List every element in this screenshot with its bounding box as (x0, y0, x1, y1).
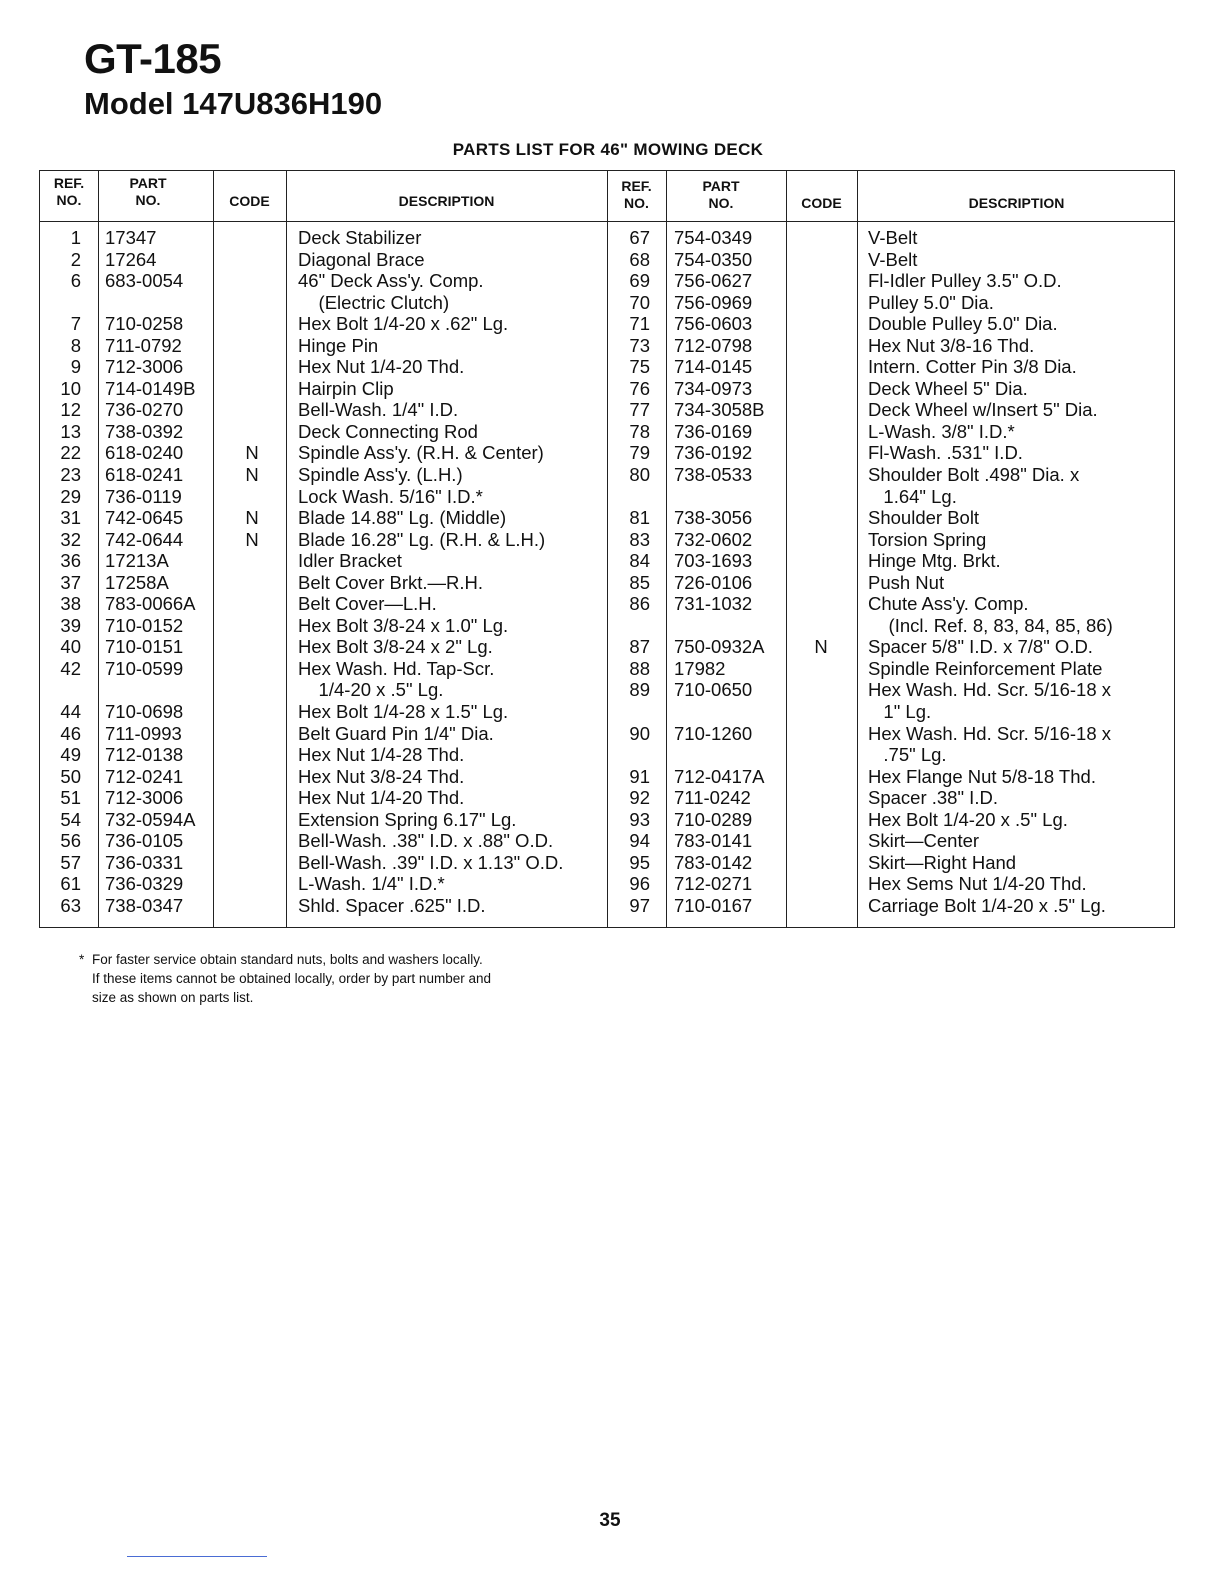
table-row (40, 658, 607, 680)
description-cell: V-Belt (868, 248, 918, 270)
part-number-cell: 683-0054 (105, 270, 184, 292)
footnote-line: If these items cannot be obtained locally, order by part number and (92, 971, 491, 986)
description-cell: Blade 14.88" Lg. (Middle) (298, 507, 507, 529)
footnote (79, 950, 491, 1007)
table-row (40, 378, 607, 400)
part-number-cell: 618-0240 (105, 442, 184, 464)
part-number-cell: 734-3058B (674, 399, 765, 421)
table-row (40, 292, 607, 314)
table-row (40, 636, 607, 658)
table-row (607, 550, 1176, 572)
ref-cell: 93 (629, 808, 650, 830)
description-cell: (Electric Clutch) (298, 291, 450, 313)
table-row (40, 593, 607, 615)
code-cell: N (245, 442, 259, 464)
table-row (40, 787, 607, 809)
table-row (40, 507, 607, 529)
part-number-cell: 756-0627 (674, 270, 753, 292)
table-row (40, 766, 607, 788)
description-cell: Hex Bolt 1/4-20 x .62" Lg. (298, 313, 509, 335)
table-row (40, 227, 607, 249)
description-cell: Fl-Idler Pulley 3.5" O.D. (868, 270, 1062, 292)
table-row (40, 895, 607, 917)
part-number-cell: 618-0241 (105, 464, 184, 486)
table-row (607, 292, 1176, 314)
ref-cell: 91 (629, 765, 650, 787)
table-row (607, 529, 1176, 551)
ref-cell: 2 (70, 248, 81, 270)
table-row (40, 572, 607, 594)
description-cell: Spacer 5/8" I.D. x 7/8" O.D. (868, 636, 1093, 658)
description-cell: Extension Spring 6.17" Lg. (298, 808, 517, 830)
table-row (40, 399, 607, 421)
code-cell: N (245, 528, 259, 550)
part-number-cell: 710-0151 (105, 636, 184, 658)
ref-cell: 36 (60, 550, 81, 572)
table-row (40, 442, 607, 464)
part-number-cell: 711-0242 (674, 787, 751, 809)
description-cell: Fl-Wash. .531" I.D. (868, 442, 1023, 464)
table-row (40, 830, 607, 852)
table-row (40, 356, 607, 378)
part-number-cell: 17982 (674, 657, 726, 679)
part-number-cell: 736-0329 (105, 873, 184, 895)
ref-cell: 13 (60, 420, 81, 442)
table-row (607, 787, 1176, 809)
description-cell: Lock Wash. 5/16" I.D.* (298, 485, 483, 507)
ref-cell: 85 (629, 571, 650, 593)
ref-cell: 77 (629, 399, 650, 421)
description-cell: Shoulder Bolt (868, 507, 980, 529)
description-cell: Hex Nut 3/8-16 Thd. (868, 334, 1035, 356)
table-row (40, 744, 607, 766)
description-cell: Torsion Spring (868, 528, 987, 550)
table-row (607, 249, 1176, 271)
part-number-cell: 731-1032 (674, 593, 753, 615)
ref-cell: 51 (60, 787, 81, 809)
table-row (607, 852, 1176, 874)
description-cell: Bell-Wash. .38" I.D. x .88" O.D. (298, 830, 554, 852)
table-row (607, 744, 1176, 766)
table-row (40, 550, 607, 572)
ref-cell: 32 (60, 528, 81, 550)
page-number: 35 (599, 1510, 621, 1531)
ref-cell: 56 (60, 830, 81, 852)
description-cell: Blade 16.28" Lg. (R.H. & L.H.) (298, 528, 546, 550)
part-number-cell: 754-0349 (674, 227, 753, 248)
part-number-cell: 736-0331 (105, 851, 184, 873)
part-number-cell: 710-0698 (105, 701, 184, 723)
code-cell: N (245, 507, 259, 529)
ref-cell: 67 (629, 227, 650, 248)
table-row (40, 249, 607, 271)
ref-cell: 29 (60, 485, 81, 507)
ref-cell: 70 (629, 291, 650, 313)
ref-cell: 38 (60, 593, 81, 615)
table-row (607, 723, 1176, 745)
section-heading: PARTS LIST FOR 46" MOWING DECK (452, 140, 764, 159)
description-cell: 1.64" Lg. (868, 485, 957, 507)
table-row (40, 464, 607, 486)
table-row (607, 464, 1176, 486)
description-cell: V-Belt (868, 227, 918, 248)
table-row (40, 809, 607, 831)
ref-cell: 50 (60, 765, 81, 787)
description-cell: Pulley 5.0" Dia. (868, 291, 994, 313)
ref-cell: 83 (629, 528, 650, 550)
table-row (40, 701, 607, 723)
description-cell: Deck Wheel w/Insert 5" Dia. (868, 399, 1098, 421)
table-row (607, 636, 1176, 658)
description-cell: Skirt—Right Hand (868, 851, 1017, 873)
table-row (607, 701, 1176, 723)
part-number-cell: 742-0645 (105, 507, 184, 529)
ref-cell: 44 (60, 701, 81, 723)
ref-cell: 22 (60, 442, 81, 464)
code-cell: N (814, 636, 828, 658)
table-row (40, 335, 607, 357)
part-number-cell: 726-0106 (674, 571, 753, 593)
description-cell: Bell-Wash. 1/4" I.D. (298, 399, 459, 421)
table-row (607, 809, 1176, 831)
table-row (40, 486, 607, 508)
header-ref-no: REF. NO. (53, 175, 85, 208)
description-cell: Hex Wash. Hd. Scr. 5/16-18 x (868, 722, 1111, 744)
header-part-no: PART NO. (129, 175, 167, 208)
part-number-cell: 736-0169 (674, 420, 753, 442)
ref-cell: 6 (70, 270, 81, 292)
description-cell: Belt Guard Pin 1/4" Dia. (298, 722, 494, 744)
part-number-cell: 732-0594A (105, 808, 196, 830)
description-cell: Hex Nut 1/4-28 Thd. (298, 744, 465, 766)
part-number-cell: 710-0289 (674, 808, 753, 830)
part-number-cell: 17347 (105, 227, 157, 248)
ref-cell: 76 (629, 377, 650, 399)
table-row (607, 378, 1176, 400)
part-number-cell: 710-0167 (674, 894, 753, 916)
description-cell: (Incl. Ref. 8, 83, 84, 85, 86) (868, 614, 1113, 636)
ref-cell: 31 (60, 507, 81, 529)
description-cell: .75" Lg. (868, 744, 947, 766)
description-cell: Hex Nut 3/8-24 Thd. (298, 765, 465, 787)
table-row (607, 507, 1176, 529)
description-cell: Deck Stabilizer (298, 227, 422, 248)
header-description: DESCRIPTION (968, 195, 1065, 211)
ref-cell: 96 (629, 873, 650, 895)
description-cell: Spindle Reinforcement Plate (868, 657, 1103, 679)
part-number-cell: 783-0066A (105, 593, 196, 615)
header-ref-no: REF. NO. (621, 178, 652, 211)
page-title: GT-185 (84, 35, 222, 82)
table-row (607, 830, 1176, 852)
description-cell: Hex Bolt 3/8-24 x 2" Lg. (298, 636, 493, 658)
part-number-cell: 710-1260 (674, 722, 753, 744)
part-number-cell: 734-0973 (674, 377, 753, 399)
part-number-cell: 738-0392 (105, 420, 184, 442)
ref-cell: 63 (60, 894, 81, 916)
ref-cell: 37 (60, 571, 81, 593)
part-number-cell: 711-0792 (105, 334, 182, 356)
header-description: DESCRIPTION (398, 193, 495, 209)
ref-cell: 81 (629, 507, 650, 529)
ref-cell: 7 (70, 313, 81, 335)
part-number-cell: 738-0347 (105, 894, 184, 916)
description-cell: Skirt—Center (868, 830, 980, 852)
table-row (607, 356, 1176, 378)
ref-cell: 97 (629, 894, 650, 916)
part-number-cell: 756-0969 (674, 291, 753, 313)
ref-cell: 1 (70, 227, 81, 248)
right-rows (607, 227, 1176, 917)
description-cell: Chute Ass'y. Comp. (868, 593, 1029, 615)
footnote-line: size as shown on parts list. (92, 990, 254, 1005)
ref-cell: 92 (629, 787, 650, 809)
table-row (607, 335, 1176, 357)
table-row (40, 270, 607, 292)
description-cell: L-Wash. 1/4" I.D.* (298, 873, 445, 895)
footnote-asterisk: * (79, 952, 85, 967)
ref-cell: 8 (70, 334, 81, 356)
description-cell: Shoulder Bolt .498" Dia. x (868, 464, 1080, 486)
table-row (40, 615, 607, 637)
description-cell: Bell-Wash. .39" I.D. x 1.13" O.D. (298, 851, 564, 873)
part-number-cell: 711-0993 (105, 722, 182, 744)
part-number-cell: 736-0105 (105, 830, 184, 852)
ref-cell: 78 (629, 420, 650, 442)
table-row (607, 873, 1176, 895)
part-number-cell: 712-3006 (105, 356, 184, 378)
part-number-cell: 783-0142 (674, 851, 753, 873)
description-cell: 1" Lg. (868, 701, 932, 723)
description-cell: Hairpin Clip (298, 377, 394, 399)
description-cell: L-Wash. 3/8" I.D.* (868, 420, 1015, 442)
table-row (40, 313, 607, 335)
description-cell: Double Pulley 5.0" Dia. (868, 313, 1058, 335)
part-number-cell: 738-3056 (674, 507, 753, 529)
ref-cell: 49 (60, 744, 81, 766)
table-row (607, 486, 1176, 508)
part-number-cell: 712-0417A (674, 765, 765, 787)
ref-cell: 80 (629, 464, 650, 486)
part-number-cell: 714-0149B (105, 377, 196, 399)
description-cell: Diagonal Brace (298, 248, 425, 270)
table-row (607, 227, 1176, 249)
description-cell: Hex Bolt 1/4-28 x 1.5" Lg. (298, 701, 509, 723)
part-number-cell: 736-0270 (105, 399, 184, 421)
table-row (607, 895, 1176, 917)
table-row (607, 421, 1176, 443)
ref-cell: 84 (629, 550, 650, 572)
description-cell: Hex Sems Nut 1/4-20 Thd. (868, 873, 1087, 895)
part-number-cell: 710-0599 (105, 657, 184, 679)
table-row (40, 723, 607, 745)
part-number-cell: 736-0192 (674, 442, 753, 464)
ref-cell: 75 (629, 356, 650, 378)
part-number-cell: 712-0241 (105, 765, 184, 787)
description-cell: 1/4-20 x .5" Lg. (298, 679, 444, 701)
footnote-line: For faster service obtain standard nuts, bolts and washers locally. (92, 952, 483, 967)
description-cell: Belt Cover Brkt.—R.H. (298, 571, 484, 593)
table-row (607, 399, 1176, 421)
ref-cell: 12 (60, 399, 81, 421)
table-row (40, 679, 607, 701)
table-row (607, 313, 1176, 335)
ref-cell: 10 (60, 377, 81, 399)
part-number-cell: 712-3006 (105, 787, 184, 809)
ref-cell: 71 (629, 313, 650, 335)
description-cell: Idler Bracket (298, 550, 402, 572)
description-cell: Deck Wheel 5" Dia. (868, 377, 1028, 399)
description-cell: Spindle Ass'y. (L.H.) (298, 464, 463, 486)
description-cell: Hinge Pin (298, 334, 379, 356)
table-row (40, 421, 607, 443)
description-cell: Push Nut (868, 571, 945, 593)
header-divider (40, 221, 1174, 222)
description-cell: Hex Wash. Hd. Scr. 5/16-18 x (868, 679, 1111, 701)
ref-cell: 94 (629, 830, 650, 852)
part-number-cell: 750-0932A (674, 636, 765, 658)
table-row (607, 679, 1176, 701)
description-cell: Shld. Spacer .625" I.D. (298, 894, 486, 916)
ref-cell: 86 (629, 593, 650, 615)
model-number: Model 147U836H190 (84, 86, 383, 121)
table-row (40, 852, 607, 874)
description-cell: Intern. Cotter Pin 3/8 Dia. (868, 356, 1077, 378)
description-cell: Deck Connecting Rod (298, 420, 478, 442)
table-row (607, 658, 1176, 680)
scan-mark-line (127, 1556, 267, 1557)
part-number-cell: 17258A (105, 571, 169, 593)
ref-cell: 68 (629, 248, 650, 270)
table-row (607, 593, 1176, 615)
ref-cell: 9 (70, 356, 81, 378)
ref-cell: 40 (60, 636, 81, 658)
header-code: CODE (229, 193, 270, 209)
ref-cell: 61 (60, 873, 81, 895)
ref-cell: 73 (629, 334, 650, 356)
description-cell: Carriage Bolt 1/4-20 x .5" Lg. (868, 894, 1106, 916)
description-cell: Hex Nut 1/4-20 Thd. (298, 787, 465, 809)
ref-cell: 95 (629, 851, 650, 873)
part-number-cell: 710-0152 (105, 614, 184, 636)
table-row (607, 270, 1176, 292)
ref-cell: 87 (629, 636, 650, 658)
parts-table (39, 170, 1175, 928)
part-number-cell: 712-0271 (674, 873, 753, 895)
header-part-no: PART NO. (702, 178, 740, 211)
part-number-cell: 754-0350 (674, 248, 753, 270)
description-cell: Belt Cover—L.H. (298, 593, 437, 615)
part-number-cell: 738-0533 (674, 464, 753, 486)
ref-cell: 54 (60, 808, 81, 830)
description-cell: Hex Wash. Hd. Tap-Scr. (298, 657, 495, 679)
part-number-cell: 742-0644 (105, 528, 184, 550)
part-number-cell: 756-0603 (674, 313, 753, 335)
description-cell: Hinge Mtg. Brkt. (868, 550, 1001, 572)
description-cell: 46" Deck Ass'y. Comp. (298, 270, 484, 292)
part-number-cell: 783-0141 (674, 830, 753, 852)
description-cell: Hex Bolt 3/8-24 x 1.0" Lg. (298, 614, 509, 636)
ref-cell: 57 (60, 851, 81, 873)
ref-cell: 42 (60, 657, 81, 679)
part-number-cell: 17213A (105, 550, 169, 572)
ref-cell: 90 (629, 722, 650, 744)
part-number-cell: 710-0258 (105, 313, 184, 335)
description-cell: Hex Bolt 1/4-20 x .5" Lg. (868, 808, 1068, 830)
part-number-cell: 712-0798 (674, 334, 753, 356)
table-row (607, 766, 1176, 788)
part-number-cell: 714-0145 (674, 356, 753, 378)
table-row (607, 572, 1176, 594)
ref-cell: 88 (629, 657, 650, 679)
part-number-cell: 710-0650 (674, 679, 753, 701)
table-row (607, 442, 1176, 464)
ref-cell: 69 (629, 270, 650, 292)
code-cell: N (245, 464, 259, 486)
header-code: CODE (801, 195, 842, 211)
part-number-cell: 712-0138 (105, 744, 184, 766)
description-cell: Hex Nut 1/4-20 Thd. (298, 356, 465, 378)
table-row (40, 529, 607, 551)
ref-cell: 79 (629, 442, 650, 464)
part-number-cell: 703-1693 (674, 550, 753, 572)
description-cell: Spacer .38" I.D. (868, 787, 998, 809)
table-row (40, 873, 607, 895)
description-cell: Spindle Ass'y. (R.H. & Center) (298, 442, 544, 464)
part-number-cell: 736-0119 (105, 485, 182, 507)
ref-cell: 46 (60, 722, 81, 744)
ref-cell: 23 (60, 464, 81, 486)
left-rows (40, 227, 607, 917)
table-row (607, 615, 1176, 637)
part-number-cell: 17264 (105, 248, 157, 270)
part-number-cell: 732-0602 (674, 528, 753, 550)
ref-cell: 89 (629, 679, 650, 701)
description-cell: Hex Flange Nut 5/8-18 Thd. (868, 765, 1096, 787)
ref-cell: 39 (60, 614, 81, 636)
